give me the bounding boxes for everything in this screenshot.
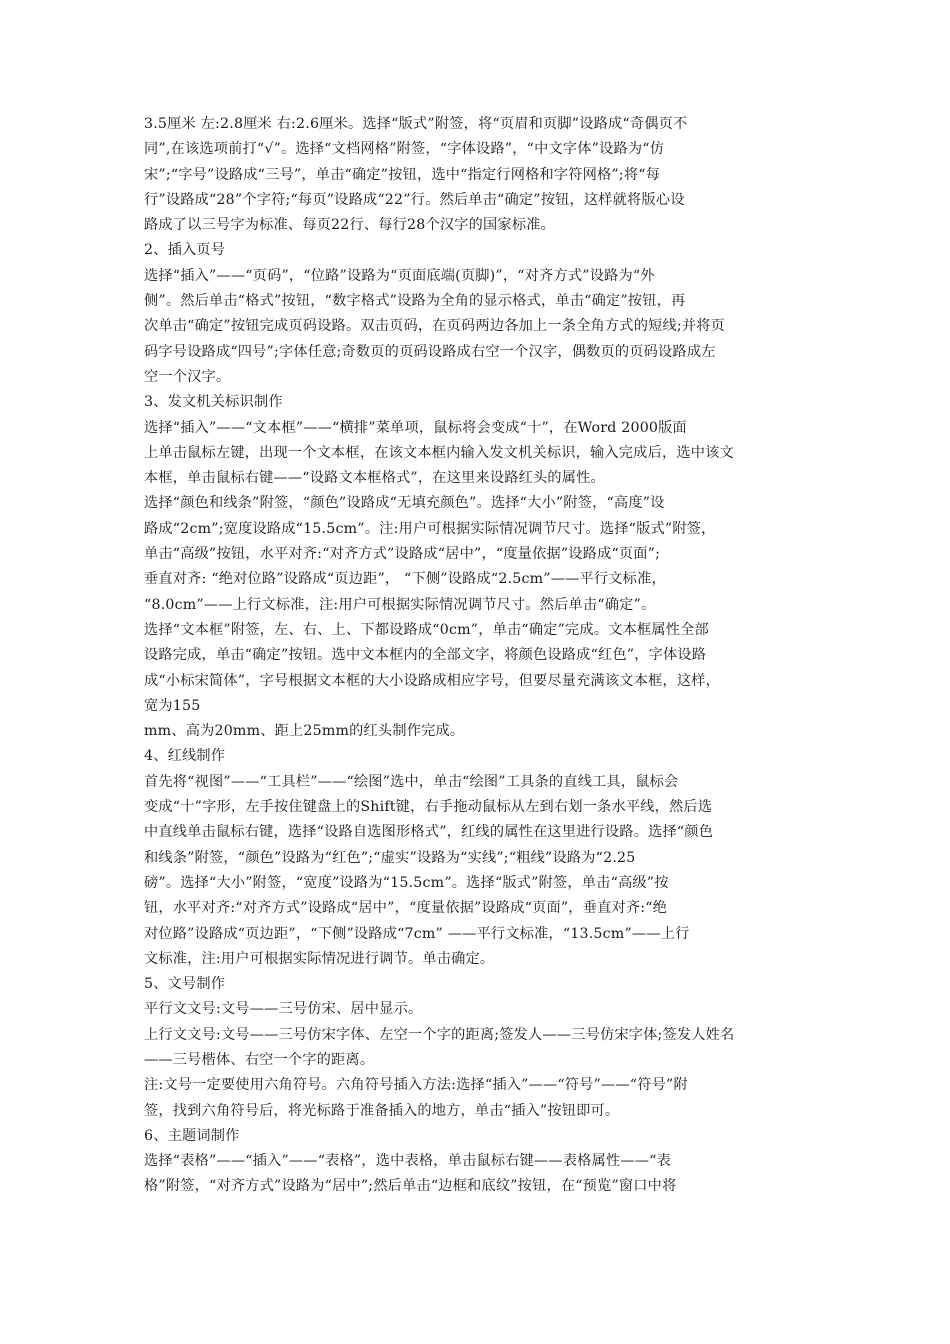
body-line: 本框，单击鼠标右键——“设路文本框格式”，在这里来设路红头的属性。 <box>144 470 605 487</box>
section-heading-subject-words: 6、主题词制作 <box>144 1127 240 1144</box>
body-line: 侧”。然后单击“格式”按钮，“数字格式”设路为全角的显示格式，单击“确定”按钮，再 <box>144 293 686 310</box>
body-line: 同”,在该选项前打“√”。选择“文档网格”附签，“字体设路”，“中文字体”设路为“仿 <box>144 141 665 158</box>
body-line: 路成“2cm”;宽度设路成“15.5cm”。注:用户可根据实际情况调节尺寸。选择“版式”附签， <box>144 520 716 537</box>
body-line: 钮，水平对齐:“对齐方式”设路成“居中”，“度量依据”设路成“页面”，垂直对齐:“绝 <box>144 900 668 917</box>
body-line: 选择“颜色和线条”附签，“颜色”设路成“无填充颜色”。选择“大小”附签，“高度”设 <box>144 495 665 512</box>
section-heading-page-number: 2、插入页号 <box>144 242 226 259</box>
body-line: mm、高为20mm、距上25mm的红头制作完成。 <box>144 723 465 740</box>
body-line: 注:文号一定要使用六角符号。六角符号插入方法:选择“插入”——“符号”——“符号”附 <box>144 1077 688 1094</box>
document-body <box>144 112 810 1200</box>
body-line: 垂直对齐: “绝对位路”设路成“页边距”， “下侧”设路成“2.5cm”——平行文标准， <box>144 571 666 588</box>
body-line: 路成了以三号字为标准、每页22行、每行28个汉字的国家标准。 <box>144 217 555 234</box>
body-line: “8.0cm”——上行文标准，注:用户可根据实际情况调节尺寸。然后单击“确定”。 <box>144 596 656 613</box>
body-line: 空一个汉字。 <box>144 368 231 385</box>
body-line: 3.5厘米 左:2.8厘米 右:2.6厘米。选择“版式”附签，将“页眉和页脚”设路成“奇偶页不 <box>144 116 688 132</box>
body-line: 变成“十”字形，左手按住键盘上的Shift键，右手拖动鼠标从左到右划一条水平线，然后选 <box>144 799 713 816</box>
section-heading-red-line: 4、红线制作 <box>144 748 226 765</box>
section-heading-issuer-mark: 3、发文机关标识制作 <box>144 394 283 411</box>
body-line: 宽为155 <box>144 697 201 714</box>
body-line: 选择“插入”——“文本框”——“横排”菜单项，鼠标将会变成“十”，在Word 2000版面 <box>144 419 687 436</box>
body-line: 单击“高级”按钮，水平对齐:“对齐方式”设路成“居中”，“度量依据”设路成“页面”; <box>144 546 661 563</box>
body-line: 文标准，注:用户可根据实际情况进行调节。单击确定。 <box>144 950 495 967</box>
body-line: 选择“文本框”附签，左、右、上、下都设路成“0cm”，单击“确定”完成。文本框属性全部 <box>144 621 709 638</box>
section-heading-doc-number: 5、文号制作 <box>144 976 226 993</box>
body-line: 选择“表格”——“插入”——“表格”，选中表格，单击鼠标右键——表格属性——“表 <box>144 1153 671 1170</box>
body-line: 码字号设路成“四号”;字体任意;奇数页的页码设路成右空一个汉字，偶数页的页码设路成左 <box>144 343 716 360</box>
body-line: 格”附签，“对齐方式”设路为“居中”;然后单击“边框和底纹”按钮，在“预览”窗口中将 <box>144 1178 677 1195</box>
body-line: 和线条”附签，“颜色”设路为“红色”;“虚实”设路为“实线”;“粗线”设路为“2.25 <box>144 849 636 866</box>
body-line: 对位路”设路成“页边距”，“下侧”设路成“7cm” ——平行文标准，“13.5cm”——上行 <box>144 925 690 942</box>
body-line: 签，找到六角符号后，将光标路于准备插入的地方，单击“插入”按钮即可。 <box>144 1102 620 1119</box>
body-line: ——三号楷体、右空一个字的距离。 <box>144 1051 375 1068</box>
body-line: 选择“插入”——“页码”，“位路”设路为“页面底端(页脚)”，“对齐方式”设路为“外 <box>144 267 655 284</box>
body-line: 设路完成，单击“确定”按钮。选中文本框内的全部文字，将颜色设路成“红色”，字体设路 <box>144 647 707 664</box>
body-line: 磅”。选择“大小”附签，“宽度”设路为“15.5cm”。选择“版式”附签，单击“高级”按 <box>144 874 669 891</box>
body-line: 成“小标宋简体”，字号根据文本框的大小设路成相应字号，但要尽量充满该文本框，这样， <box>144 672 721 689</box>
body-line: 次单击“确定”按钮完成页码设路。双击页码，在页码两边各加上一条全角方式的短线;并将页 <box>144 318 726 335</box>
body-line: 上单击鼠标左键，出现一个文本框，在该文本框内输入发文机关标识，输入完成后，选中该文 <box>144 444 734 461</box>
body-line: 行”设路成“28”个字符;“每页”设路成“22”行。然后单击“确定”按钮，这样就将版心设 <box>144 191 685 208</box>
body-line: 中直线单击鼠标右键，选择“设路自选图形格式”，红线的属性在这里进行设路。选择“颜色 <box>144 824 714 841</box>
body-line: 平行文文号:文号——三号仿宋、居中显示。 <box>144 1001 423 1018</box>
body-line: 上行文文号:文号——三号仿宋字体、左空一个字的距离;签发人——三号仿宋字体;签发人姓名 <box>144 1026 735 1043</box>
body-line: 宋”;“字号”设路成“三号”，单击“确定”按钮，选中“指定行网格和字符网格”;将“每 <box>144 166 661 183</box>
body-line: 首先将“视图”——“工具栏”——“绘图”选中，单击“绘图”工具条的直线工具，鼠标会 <box>144 773 679 790</box>
